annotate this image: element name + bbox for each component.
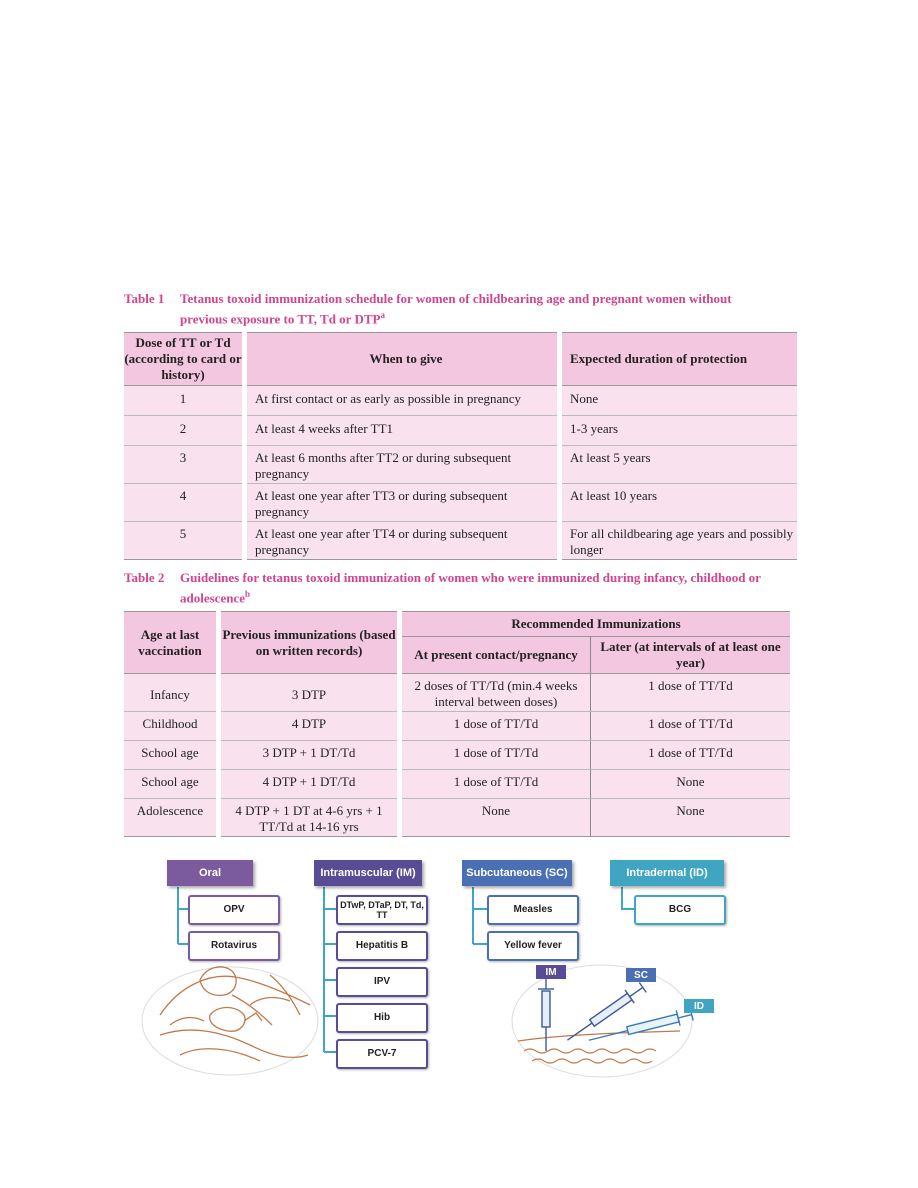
table-cell: At first contact or as early as possible in pregnancy xyxy=(245,386,560,416)
table-cell: Childhood xyxy=(124,712,219,741)
table1-header-duration: Expected duration of protection xyxy=(560,333,798,386)
table-cell: 1-3 years xyxy=(560,416,798,446)
table-cell: At least one year after TT3 or during subsequent pregnancy xyxy=(245,484,560,522)
table-row xyxy=(124,446,797,484)
table-row xyxy=(124,741,790,770)
table-cell: 1 dose of TT/Td xyxy=(400,712,591,741)
im-route-header: Intramuscular (IM) xyxy=(314,860,422,886)
table-row xyxy=(124,484,797,522)
mother-baby-drawing xyxy=(142,967,318,1075)
vaccine-box-bcg: BCG xyxy=(634,895,726,925)
table-cell: 4 xyxy=(124,484,245,522)
table2-header-previous: Previous immunizations (based on written records) xyxy=(219,612,400,674)
table1-label: Table 1 xyxy=(124,291,165,306)
table-cell: 1 dose of TT/Td xyxy=(591,741,791,770)
table-cell: School age xyxy=(124,741,219,770)
table-cell: 3 DTP xyxy=(219,674,400,712)
table2-title: Guidelines for tetanus toxoid immunization of women who were immunized during infancy, childhood or adolescence xyxy=(180,570,761,606)
oral-route-header: Oral xyxy=(167,860,253,886)
table1-header-dose: Dose of TT or Td (according to card or history) xyxy=(124,333,245,386)
sc-route-header: Subcutaneous (SC) xyxy=(462,860,572,886)
vaccine-box-rotavirus: Rotavirus xyxy=(188,931,280,961)
table-cell: At least 5 years xyxy=(560,446,798,484)
table-cell: At least 10 years xyxy=(560,484,798,522)
vaccine-box-measles: Measles xyxy=(487,895,579,925)
table-row xyxy=(124,416,797,446)
table-cell: None xyxy=(400,799,591,837)
table2-header-present: At present contact/pregnancy xyxy=(400,637,591,674)
table-cell: 4 DTP xyxy=(219,712,400,741)
table-row xyxy=(124,799,790,837)
table-cell: 4 DTP + 1 DT at 4-6 yrs + 1 TT/Td at 14-16 yrs xyxy=(219,799,400,837)
table2 xyxy=(124,611,790,837)
table2-header-age: Age at last vaccination xyxy=(124,612,219,674)
table-cell: 1 dose of TT/Td xyxy=(591,712,791,741)
table-cell: None xyxy=(560,386,798,416)
vaccine-box-pcv7: PCV-7 xyxy=(336,1039,428,1069)
injection-tag-im: IM xyxy=(536,965,566,979)
table-cell: 2 xyxy=(124,416,245,446)
table-cell: Infancy xyxy=(124,674,219,712)
vaccine-box-hepatitis-b: Hepatitis B xyxy=(336,931,428,961)
table-cell: 3 DTP + 1 DT/Td xyxy=(219,741,400,770)
table-row xyxy=(124,674,790,712)
table2-header-recommended: Recommended Immunizations xyxy=(400,612,791,637)
table2-header-later: Later (at intervals of at least one year) xyxy=(591,637,791,674)
table-cell: School age xyxy=(124,770,219,799)
table1 xyxy=(124,332,797,560)
table-cell: 1 dose of TT/Td xyxy=(400,770,591,799)
table2-label: Table 2 xyxy=(124,570,165,585)
table1-title: Tetanus toxoid immunization schedule for women of childbearing age and pregnant women without previous exposure to TT, Td or DTP xyxy=(180,291,732,327)
vaccine-box-opv: OPV xyxy=(188,895,280,925)
injection-diagram xyxy=(512,965,694,1077)
table-cell: 3 xyxy=(124,446,245,484)
table-cell: 2 doses of TT/Td (min.4 weeks interval between doses) xyxy=(400,674,591,712)
table-row xyxy=(124,770,790,799)
vaccine-box-yellow-fever: Yellow fever xyxy=(487,931,579,961)
table-row xyxy=(124,522,797,560)
table-cell: For all childbearing age years and possibly longer xyxy=(560,522,798,560)
table-row xyxy=(124,386,797,416)
table1-footnote-mark: a xyxy=(380,310,385,320)
table-cell: At least 4 weeks after TT1 xyxy=(245,416,560,446)
vaccine-box-dtp-group: DTwP, DTaP, DT, Td, TT xyxy=(336,895,428,925)
table-row xyxy=(124,712,790,741)
table-cell: 1 dose of TT/Td xyxy=(591,674,791,712)
vaccine-box-ipv: IPV xyxy=(336,967,428,997)
table-cell: 1 dose of TT/Td xyxy=(400,741,591,770)
id-route-header: Intradermal (ID) xyxy=(610,860,724,886)
table-cell: At least one year after TT4 or during subsequent pregnancy xyxy=(245,522,560,560)
table-cell: Adolescence xyxy=(124,799,219,837)
table-cell: None xyxy=(591,770,791,799)
routes-figure xyxy=(140,855,730,1080)
vaccine-box-hib: Hib xyxy=(336,1003,428,1033)
table1-header-when: When to give xyxy=(245,333,560,386)
table-cell: 4 DTP + 1 DT/Td xyxy=(219,770,400,799)
table-cell: At least 6 months after TT2 or during subsequent pregnancy xyxy=(245,446,560,484)
table2-footnote-mark: b xyxy=(244,589,250,599)
injection-tag-id: ID xyxy=(684,999,714,1013)
table-cell: 1 xyxy=(124,386,245,416)
table-cell: None xyxy=(591,799,791,837)
table-cell: 5 xyxy=(124,522,245,560)
injection-tag-sc: SC xyxy=(626,968,656,982)
